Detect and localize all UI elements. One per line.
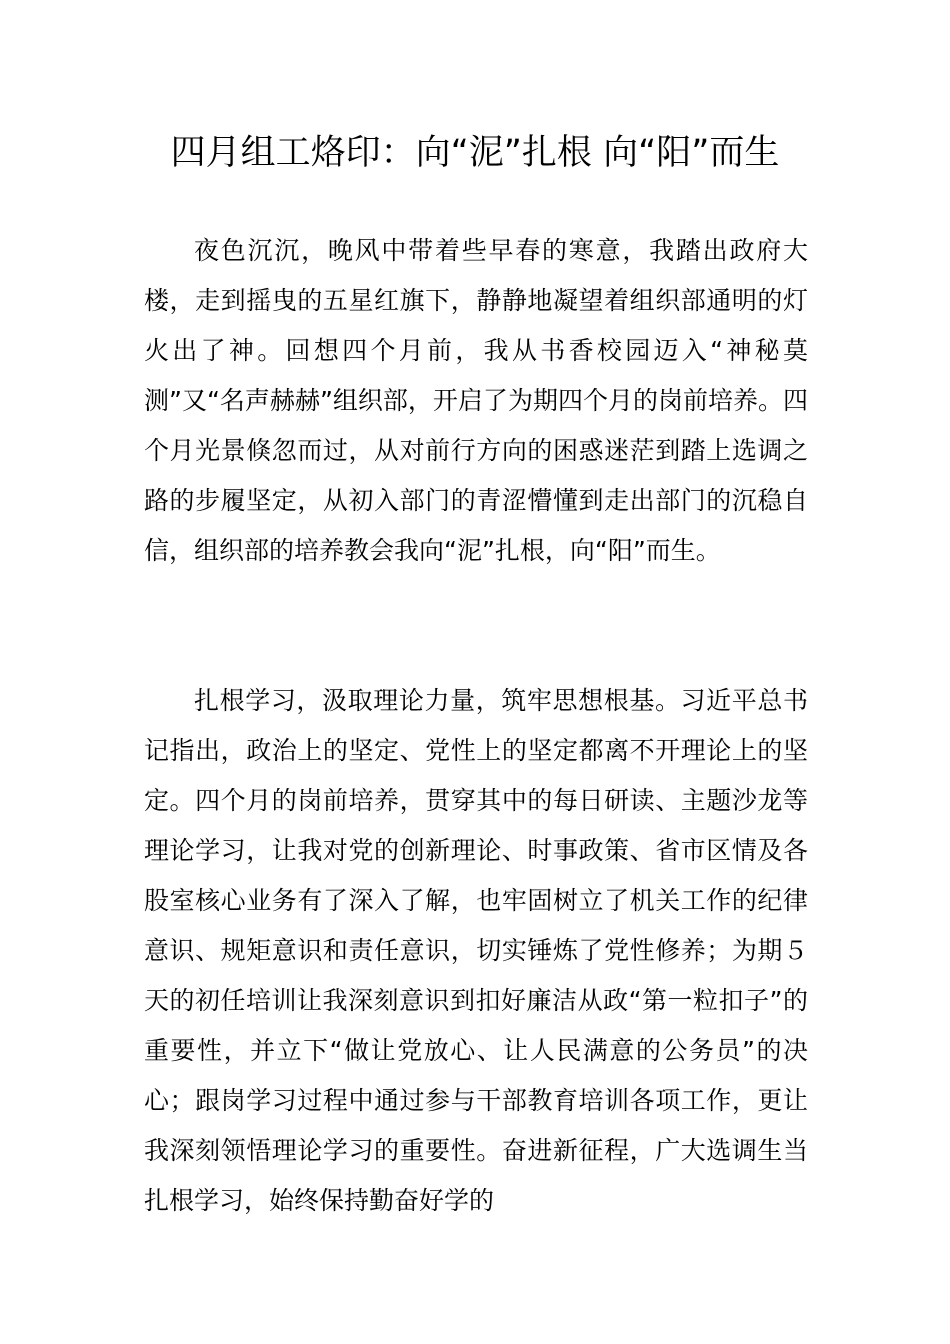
paragraph-1: 夜色沉沉，晚风中带着些早春的寒意，我踏出政府大楼，走到摇曳的五星红旗下，静静地凝望着组织部通明的灯火出了神。回想四个月前，我从书香校园迈入“神秘莫测”又“名声赫赫”组织部，开启了为期四个月的岗前培养。四个月光景倏忽而过，从对前行方向的困惑迷茫到踏上选调之路的步履坚定，从初入部门的青涩懵懂到走出部门的沉稳自信，组织部的培养教会我向“泥”扎根，向“阳”而生。 — [144, 236, 808, 565]
document-title: 四月组工烙印：向“泥”扎根 向“阳”而生 — [170, 133, 780, 173]
paragraph-2: 扎根学习，汲取理论力量，筑牢思想根基。习近平总书记指出，政治上的坚定、党性上的坚定都离不开理论上的坚定。四个月的岗前培养，贯穿其中的每日研读、主题沙龙等理论学习，让我对党的创新理论、时事政策、省市区情及各股室核心业务有了深入了解，也牢固树立了机关工作的纪律意识、规矩意识和责任意识，切实锤炼了党性修养；为期５天的初任培训让我深刻意识到扣好廉洁从政“第一粒扣子”的重要性，并立下“做让党放心、让人民满意的公务员”的决心；跟岗学习过程中通过参与干部教育培训各项工作，更让我深刻领悟理论学习的重要性。奋进新征程，广大选调生当扎根学习，始终保持勤奋好学的 — [144, 686, 808, 1215]
